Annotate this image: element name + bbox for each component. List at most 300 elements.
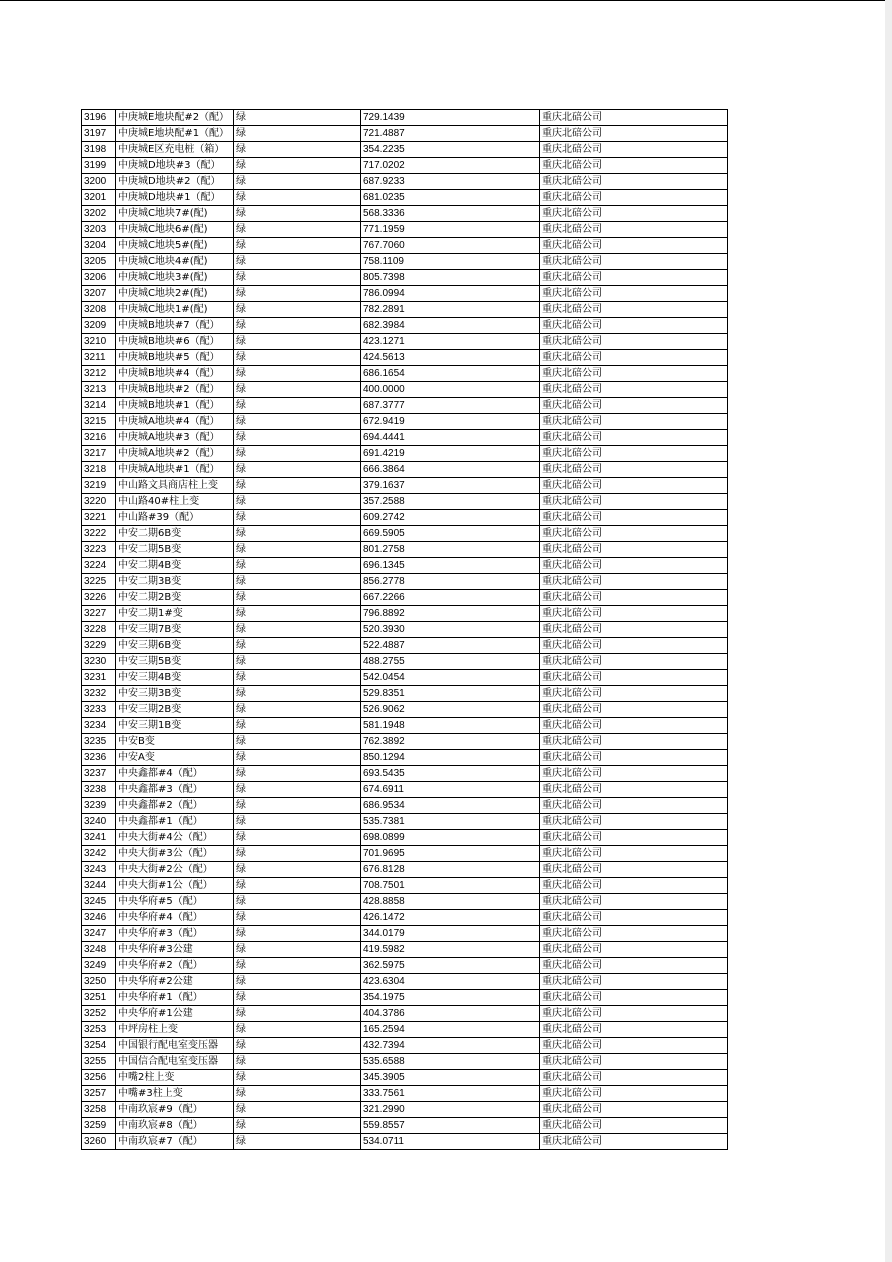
status-cell: 绿 — [234, 270, 361, 286]
row-number-cell: 3220 — [82, 494, 116, 510]
value-cell: 609.2742 — [361, 510, 540, 526]
name-cell: 中安二期5B变 — [116, 542, 234, 558]
value-cell: 419.5982 — [361, 942, 540, 958]
status-cell: 绿 — [234, 494, 361, 510]
name-cell: 中央鑫都#2（配） — [116, 798, 234, 814]
name-cell: 中央大街#4公（配） — [116, 830, 234, 846]
row-number-cell: 3260 — [82, 1134, 116, 1150]
value-cell: 729.1439 — [361, 110, 540, 126]
company-cell: 重庆北碚公司 — [540, 910, 728, 926]
row-number-cell: 3236 — [82, 750, 116, 766]
page-edge — [885, 0, 892, 1262]
status-cell: 绿 — [234, 798, 361, 814]
status-cell: 绿 — [234, 702, 361, 718]
name-cell: 中庚城E地块配#1（配） — [116, 126, 234, 142]
name-cell: 中央华府#3公建 — [116, 942, 234, 958]
name-cell: 中安三期6B变 — [116, 638, 234, 654]
value-cell: 676.8128 — [361, 862, 540, 878]
row-number-cell: 3209 — [82, 318, 116, 334]
status-cell: 绿 — [234, 974, 361, 990]
table-row — [82, 862, 728, 878]
table-row — [82, 574, 728, 590]
company-cell: 重庆北碚公司 — [540, 574, 728, 590]
company-cell: 重庆北碚公司 — [540, 318, 728, 334]
company-cell: 重庆北碚公司 — [540, 718, 728, 734]
company-cell: 重庆北碚公司 — [540, 1086, 728, 1102]
company-cell: 重庆北碚公司 — [540, 1134, 728, 1150]
company-cell: 重庆北碚公司 — [540, 654, 728, 670]
status-cell: 绿 — [234, 894, 361, 910]
table-row — [82, 894, 728, 910]
row-number-cell: 3221 — [82, 510, 116, 526]
company-cell: 重庆北碚公司 — [540, 286, 728, 302]
table-row — [82, 414, 728, 430]
value-cell: 698.0899 — [361, 830, 540, 846]
status-cell: 绿 — [234, 510, 361, 526]
status-cell: 绿 — [234, 990, 361, 1006]
value-cell: 423.1271 — [361, 334, 540, 350]
table-row — [82, 222, 728, 238]
row-number-cell: 3258 — [82, 1102, 116, 1118]
status-cell: 绿 — [234, 1086, 361, 1102]
company-cell: 重庆北碚公司 — [540, 1054, 728, 1070]
value-cell: 488.2755 — [361, 654, 540, 670]
row-number-cell: 3215 — [82, 414, 116, 430]
name-cell: 中南玖宸#9（配） — [116, 1102, 234, 1118]
name-cell: 中庚城C地块3#(配) — [116, 270, 234, 286]
status-cell: 绿 — [234, 926, 361, 942]
status-cell: 绿 — [234, 606, 361, 622]
name-cell: 中庚城B地块#4（配） — [116, 366, 234, 382]
value-cell: 796.8892 — [361, 606, 540, 622]
name-cell: 中山路文具商店柱上变 — [116, 478, 234, 494]
row-number-cell: 3244 — [82, 878, 116, 894]
value-cell: 674.6911 — [361, 782, 540, 798]
table-row — [82, 1038, 728, 1054]
row-number-cell: 3256 — [82, 1070, 116, 1086]
row-number-cell: 3239 — [82, 798, 116, 814]
table-row — [82, 398, 728, 414]
row-number-cell: 3242 — [82, 846, 116, 862]
name-cell: 中南玖宸#8（配） — [116, 1118, 234, 1134]
status-cell: 绿 — [234, 734, 361, 750]
table-row — [82, 702, 728, 718]
company-cell: 重庆北碚公司 — [540, 382, 728, 398]
table-row — [82, 174, 728, 190]
status-cell: 绿 — [234, 110, 361, 126]
company-cell: 重庆北碚公司 — [540, 894, 728, 910]
value-cell: 708.7501 — [361, 878, 540, 894]
value-cell: 687.3777 — [361, 398, 540, 414]
table-row — [82, 606, 728, 622]
company-cell: 重庆北碚公司 — [540, 414, 728, 430]
row-number-cell: 3257 — [82, 1086, 116, 1102]
name-cell: 中安二期3B变 — [116, 574, 234, 590]
row-number-cell: 3223 — [82, 542, 116, 558]
status-cell: 绿 — [234, 910, 361, 926]
table-row — [82, 686, 728, 702]
status-cell: 绿 — [234, 574, 361, 590]
row-number-cell: 3198 — [82, 142, 116, 158]
row-number-cell: 3203 — [82, 222, 116, 238]
name-cell: 中安B变 — [116, 734, 234, 750]
company-cell: 重庆北碚公司 — [540, 958, 728, 974]
name-cell: 中庚城B地块#7（配） — [116, 318, 234, 334]
row-number-cell: 3252 — [82, 1006, 116, 1022]
table-row — [82, 814, 728, 830]
table-row — [82, 782, 728, 798]
value-cell: 666.3864 — [361, 462, 540, 478]
name-cell: 中安三期5B变 — [116, 654, 234, 670]
name-cell: 中安三期3B变 — [116, 686, 234, 702]
table-row — [82, 542, 728, 558]
company-cell: 重庆北碚公司 — [540, 1038, 728, 1054]
table-row — [82, 142, 728, 158]
value-cell: 354.1975 — [361, 990, 540, 1006]
value-cell: 686.9534 — [361, 798, 540, 814]
table-row — [82, 1134, 728, 1150]
name-cell: 中庚城A地块#1（配） — [116, 462, 234, 478]
table-row — [82, 910, 728, 926]
row-number-cell: 3232 — [82, 686, 116, 702]
name-cell: 中庚城A地块#4（配） — [116, 414, 234, 430]
table-row — [82, 350, 728, 366]
table-row — [82, 158, 728, 174]
status-cell: 绿 — [234, 846, 361, 862]
company-cell: 重庆北碚公司 — [540, 798, 728, 814]
company-cell: 重庆北碚公司 — [540, 1006, 728, 1022]
table-row — [82, 846, 728, 862]
row-number-cell: 3255 — [82, 1054, 116, 1070]
row-number-cell: 3201 — [82, 190, 116, 206]
row-number-cell: 3200 — [82, 174, 116, 190]
status-cell: 绿 — [234, 334, 361, 350]
status-cell: 绿 — [234, 366, 361, 382]
row-number-cell: 3197 — [82, 126, 116, 142]
data-table — [81, 109, 728, 1150]
company-cell: 重庆北碚公司 — [540, 638, 728, 654]
table-row — [82, 926, 728, 942]
value-cell: 687.9233 — [361, 174, 540, 190]
company-cell: 重庆北碚公司 — [540, 926, 728, 942]
name-cell: 中庚城C地块4#(配) — [116, 254, 234, 270]
company-cell: 重庆北碚公司 — [540, 990, 728, 1006]
status-cell: 绿 — [234, 142, 361, 158]
row-number-cell: 3213 — [82, 382, 116, 398]
name-cell: 中庚城D地块#3（配） — [116, 158, 234, 174]
row-number-cell: 3227 — [82, 606, 116, 622]
row-number-cell: 3234 — [82, 718, 116, 734]
table-row — [82, 190, 728, 206]
status-cell: 绿 — [234, 542, 361, 558]
row-number-cell: 3247 — [82, 926, 116, 942]
name-cell: 中安二期2B变 — [116, 590, 234, 606]
company-cell: 重庆北碚公司 — [540, 526, 728, 542]
value-cell: 782.2891 — [361, 302, 540, 318]
status-cell: 绿 — [234, 750, 361, 766]
table-row — [82, 766, 728, 782]
name-cell: 中嘴#3柱上变 — [116, 1086, 234, 1102]
company-cell: 重庆北碚公司 — [540, 830, 728, 846]
value-cell: 681.0235 — [361, 190, 540, 206]
value-cell: 404.3786 — [361, 1006, 540, 1022]
value-cell: 762.3892 — [361, 734, 540, 750]
name-cell: 中庚城C地块5#(配) — [116, 238, 234, 254]
name-cell: 中安A变 — [116, 750, 234, 766]
value-cell: 535.7381 — [361, 814, 540, 830]
row-number-cell: 3250 — [82, 974, 116, 990]
row-number-cell: 3206 — [82, 270, 116, 286]
company-cell: 重庆北碚公司 — [540, 270, 728, 286]
value-cell: 321.2990 — [361, 1102, 540, 1118]
name-cell: 中央大街#1公（配） — [116, 878, 234, 894]
status-cell: 绿 — [234, 686, 361, 702]
company-cell: 重庆北碚公司 — [540, 254, 728, 270]
table-row — [82, 510, 728, 526]
company-cell: 重庆北碚公司 — [540, 1102, 728, 1118]
name-cell: 中庚城D地块#1（配） — [116, 190, 234, 206]
status-cell: 绿 — [234, 478, 361, 494]
row-number-cell: 3248 — [82, 942, 116, 958]
status-cell: 绿 — [234, 286, 361, 302]
name-cell: 中安二期4B变 — [116, 558, 234, 574]
table-row — [82, 446, 728, 462]
status-cell: 绿 — [234, 1038, 361, 1054]
row-number-cell: 3254 — [82, 1038, 116, 1054]
status-cell: 绿 — [234, 174, 361, 190]
table-row — [82, 430, 728, 446]
value-cell: 333.7561 — [361, 1086, 540, 1102]
status-cell: 绿 — [234, 398, 361, 414]
row-number-cell: 3207 — [82, 286, 116, 302]
company-cell: 重庆北碚公司 — [540, 478, 728, 494]
value-cell: 758.1109 — [361, 254, 540, 270]
name-cell: 中庚城C地块6#(配) — [116, 222, 234, 238]
status-cell: 绿 — [234, 254, 361, 270]
table-row — [82, 718, 728, 734]
row-number-cell: 3238 — [82, 782, 116, 798]
value-cell: 344.0179 — [361, 926, 540, 942]
status-cell: 绿 — [234, 814, 361, 830]
company-cell: 重庆北碚公司 — [540, 110, 728, 126]
table-row — [82, 878, 728, 894]
value-cell: 672.9419 — [361, 414, 540, 430]
status-cell: 绿 — [234, 1022, 361, 1038]
company-cell: 重庆北碚公司 — [540, 750, 728, 766]
value-cell: 696.1345 — [361, 558, 540, 574]
table-row — [82, 478, 728, 494]
name-cell: 中山路#39（配） — [116, 510, 234, 526]
status-cell: 绿 — [234, 222, 361, 238]
value-cell: 568.3336 — [361, 206, 540, 222]
name-cell: 中庚城A地块#2（配） — [116, 446, 234, 462]
company-cell: 重庆北碚公司 — [540, 510, 728, 526]
name-cell: 中庚城E地块配#2（配） — [116, 110, 234, 126]
value-cell: 771.1959 — [361, 222, 540, 238]
name-cell: 中庚城C地块2#(配) — [116, 286, 234, 302]
name-cell: 中央华府#2公建 — [116, 974, 234, 990]
status-cell: 绿 — [234, 382, 361, 398]
table-row — [82, 526, 728, 542]
status-cell: 绿 — [234, 862, 361, 878]
row-number-cell: 3241 — [82, 830, 116, 846]
value-cell: 400.0000 — [361, 382, 540, 398]
value-cell: 542.0454 — [361, 670, 540, 686]
company-cell: 重庆北碚公司 — [540, 766, 728, 782]
table-row — [82, 734, 728, 750]
value-cell: 535.6588 — [361, 1054, 540, 1070]
company-cell: 重庆北碚公司 — [540, 814, 728, 830]
company-cell: 重庆北碚公司 — [540, 430, 728, 446]
status-cell: 绿 — [234, 766, 361, 782]
table-row — [82, 990, 728, 1006]
name-cell: 中庚城B地块#6（配） — [116, 334, 234, 350]
company-cell: 重庆北碚公司 — [540, 702, 728, 718]
row-number-cell: 3205 — [82, 254, 116, 270]
company-cell: 重庆北碚公司 — [540, 542, 728, 558]
status-cell: 绿 — [234, 1102, 361, 1118]
name-cell: 中安二期1#变 — [116, 606, 234, 622]
company-cell: 重庆北碚公司 — [540, 846, 728, 862]
row-number-cell: 3229 — [82, 638, 116, 654]
status-cell: 绿 — [234, 1070, 361, 1086]
company-cell: 重庆北碚公司 — [540, 734, 728, 750]
status-cell: 绿 — [234, 206, 361, 222]
table-row — [82, 366, 728, 382]
status-cell: 绿 — [234, 830, 361, 846]
name-cell: 中庚城C地块7#(配) — [116, 206, 234, 222]
table-row — [82, 206, 728, 222]
company-cell: 重庆北碚公司 — [540, 142, 728, 158]
row-number-cell: 3243 — [82, 862, 116, 878]
company-cell: 重庆北碚公司 — [540, 686, 728, 702]
value-cell: 694.4441 — [361, 430, 540, 446]
value-cell: 357.2588 — [361, 494, 540, 510]
value-cell: 717.0202 — [361, 158, 540, 174]
row-number-cell: 3253 — [82, 1022, 116, 1038]
company-cell: 重庆北碚公司 — [540, 1070, 728, 1086]
status-cell: 绿 — [234, 654, 361, 670]
value-cell: 428.8858 — [361, 894, 540, 910]
company-cell: 重庆北碚公司 — [540, 398, 728, 414]
value-cell: 691.4219 — [361, 446, 540, 462]
name-cell: 中庚城D地块#2（配） — [116, 174, 234, 190]
row-number-cell: 3226 — [82, 590, 116, 606]
status-cell: 绿 — [234, 126, 361, 142]
value-cell: 682.3984 — [361, 318, 540, 334]
company-cell: 重庆北碚公司 — [540, 494, 728, 510]
company-cell: 重庆北碚公司 — [540, 222, 728, 238]
company-cell: 重庆北碚公司 — [540, 782, 728, 798]
status-cell: 绿 — [234, 590, 361, 606]
company-cell: 重庆北碚公司 — [540, 462, 728, 478]
name-cell: 中安三期1B变 — [116, 718, 234, 734]
status-cell: 绿 — [234, 670, 361, 686]
table-row — [82, 126, 728, 142]
status-cell: 绿 — [234, 430, 361, 446]
value-cell: 669.5905 — [361, 526, 540, 542]
value-cell: 423.6304 — [361, 974, 540, 990]
row-number-cell: 3204 — [82, 238, 116, 254]
status-cell: 绿 — [234, 622, 361, 638]
value-cell: 432.7394 — [361, 1038, 540, 1054]
value-cell: 354.2235 — [361, 142, 540, 158]
company-cell: 重庆北碚公司 — [540, 862, 728, 878]
table-row — [82, 558, 728, 574]
company-cell: 重庆北碚公司 — [540, 558, 728, 574]
name-cell: 中嘴2柱上变 — [116, 1070, 234, 1086]
name-cell: 中庚城E区充电桩（箱） — [116, 142, 234, 158]
status-cell: 绿 — [234, 526, 361, 542]
value-cell: 529.8351 — [361, 686, 540, 702]
status-cell: 绿 — [234, 158, 361, 174]
status-cell: 绿 — [234, 1006, 361, 1022]
table-row — [82, 318, 728, 334]
table-row — [82, 1070, 728, 1086]
table-row — [82, 942, 728, 958]
name-cell: 中安三期7B变 — [116, 622, 234, 638]
row-number-cell: 3222 — [82, 526, 116, 542]
name-cell: 中南玖宸#7（配） — [116, 1134, 234, 1150]
name-cell: 中央鑫都#1（配） — [116, 814, 234, 830]
table-row — [82, 670, 728, 686]
table-row — [82, 462, 728, 478]
status-cell: 绿 — [234, 462, 361, 478]
table-row — [82, 494, 728, 510]
table-row — [82, 958, 728, 974]
value-cell: 379.1637 — [361, 478, 540, 494]
company-cell: 重庆北碚公司 — [540, 174, 728, 190]
table-row — [82, 382, 728, 398]
value-cell: 767.7060 — [361, 238, 540, 254]
company-cell: 重庆北碚公司 — [540, 206, 728, 222]
value-cell: 559.8557 — [361, 1118, 540, 1134]
status-cell: 绿 — [234, 1054, 361, 1070]
company-cell: 重庆北碚公司 — [540, 622, 728, 638]
company-cell: 重庆北碚公司 — [540, 670, 728, 686]
status-cell: 绿 — [234, 446, 361, 462]
status-cell: 绿 — [234, 558, 361, 574]
name-cell: 中安三期4B变 — [116, 670, 234, 686]
value-cell: 165.2594 — [361, 1022, 540, 1038]
company-cell: 重庆北碚公司 — [540, 974, 728, 990]
company-cell: 重庆北碚公司 — [540, 126, 728, 142]
table-row — [82, 1054, 728, 1070]
table-row — [82, 302, 728, 318]
name-cell: 中央大街#3公（配） — [116, 846, 234, 862]
status-cell: 绿 — [234, 1118, 361, 1134]
status-cell: 绿 — [234, 878, 361, 894]
company-cell: 重庆北碚公司 — [540, 350, 728, 366]
value-cell: 522.4887 — [361, 638, 540, 654]
value-cell: 520.3930 — [361, 622, 540, 638]
company-cell: 重庆北碚公司 — [540, 366, 728, 382]
table-row — [82, 238, 728, 254]
status-cell: 绿 — [234, 302, 361, 318]
company-cell: 重庆北碚公司 — [540, 590, 728, 606]
name-cell: 中庚城B地块#5（配） — [116, 350, 234, 366]
status-cell: 绿 — [234, 414, 361, 430]
table-row — [82, 830, 728, 846]
company-cell: 重庆北碚公司 — [540, 1118, 728, 1134]
status-cell: 绿 — [234, 942, 361, 958]
company-cell: 重庆北碚公司 — [540, 606, 728, 622]
value-cell: 786.0994 — [361, 286, 540, 302]
value-cell: 850.1294 — [361, 750, 540, 766]
value-cell: 526.9062 — [361, 702, 540, 718]
table-row — [82, 974, 728, 990]
value-cell: 581.1948 — [361, 718, 540, 734]
